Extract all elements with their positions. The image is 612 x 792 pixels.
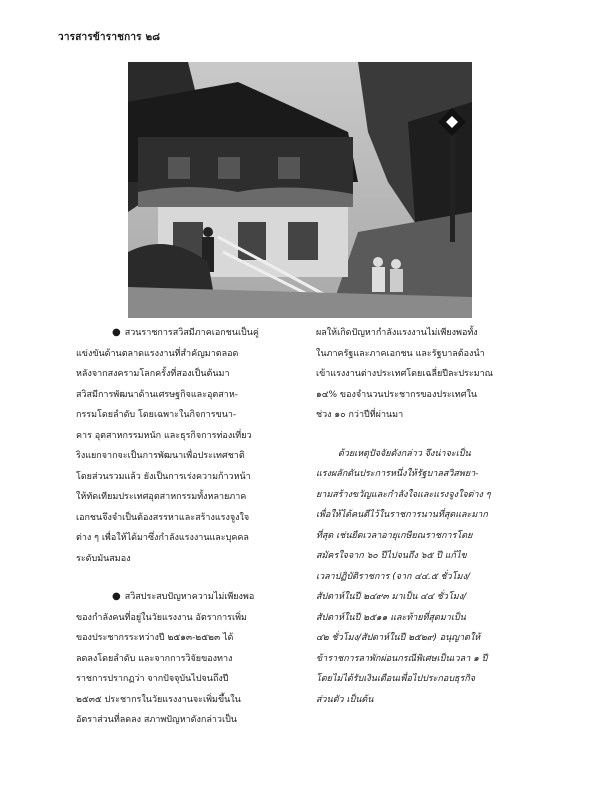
text-line-content: สวิสมีการพัฒนาด้านเศรษฐกิจและอุตสาห- xyxy=(76,389,238,400)
text-line xyxy=(316,444,538,465)
text-line xyxy=(76,487,298,508)
text-line xyxy=(316,669,538,690)
text-line xyxy=(76,426,298,447)
text-line xyxy=(76,549,298,570)
text-line xyxy=(76,508,298,529)
text-line-content: ของกำลังคนที่อยู่ในวัยแรงงาน อัตราการเพิ่ม xyxy=(76,612,247,623)
text-line-content: หลังจากสงครามโลกครั้งที่สองเป็นต้นมา xyxy=(76,369,230,379)
text-line-content: ให้ทัดเทียมประเทศอุตสาหกรรมทั้งหลายภาค xyxy=(76,492,247,502)
bullet-icon: ● xyxy=(112,327,121,338)
text-line xyxy=(316,608,538,629)
text-line-content: สัปดาห์ในปี ๒๔๙๓ มาเป็น ๔๔ ชั่วโมง/ xyxy=(316,592,467,602)
text-line xyxy=(76,405,298,426)
text-line xyxy=(76,669,298,690)
text-line xyxy=(76,467,298,488)
text-line-content: ข้าราชการลาพักผ่อนกรณีพิเศษเป็นเวลา ๑ ปี xyxy=(316,653,488,664)
text-line xyxy=(316,690,538,711)
text-line xyxy=(76,649,298,670)
text-line-content: อัตราส่วนที่ลดลง สภาพปัญหาดังกล่าวเป็น xyxy=(76,715,237,725)
text-line-content: สัปดาห์ในปี ๒๕๑๑ และท้ายที่สุดมาเป็น xyxy=(316,612,466,623)
right-paragraph-1 xyxy=(316,323,538,426)
text-line-content: ระดับมันสมอง xyxy=(76,553,131,564)
right-column xyxy=(316,323,538,710)
text-line-content: เพื่อให้ได้คนดีไว้ในราชการนานที่สุดและมาก xyxy=(316,510,488,520)
text-line xyxy=(316,323,538,344)
text-line xyxy=(76,628,298,649)
text-line xyxy=(76,446,298,467)
text-line xyxy=(316,587,538,608)
text-line-content: แรงผลักดันประการหนึ่งให้รัฐบาลสวิสพยา- xyxy=(316,469,479,479)
house-photo xyxy=(128,62,472,318)
text-line xyxy=(316,385,538,406)
text-line xyxy=(316,505,538,526)
text-line-content: กรรมโดยลำดับ โดยเฉพาะในกิจการขนา- xyxy=(76,410,237,420)
text-line-content: ที่สุด เช่นยืดเวลาอายุเกษียณราชการโดย xyxy=(316,530,473,541)
text-line-content: ต่าง ๆ เพื่อให้ได้มาซึ่งกำลังแรงงานและบุคคล xyxy=(76,533,249,543)
left-paragraph-1 xyxy=(76,323,298,569)
text-line xyxy=(76,323,298,344)
page-header: วารสารข้าราชการ ๒๘ xyxy=(58,32,161,43)
text-line xyxy=(76,710,298,731)
text-line-content: สวนราชการสวิสมีภาคเอกชนเป็นคู่ xyxy=(124,328,259,338)
text-line xyxy=(316,364,538,385)
text-line xyxy=(76,385,298,406)
text-line xyxy=(316,485,538,506)
text-line-content: ๑๔% ของจำนวนประชากรของประเทศใน xyxy=(316,389,478,400)
text-line xyxy=(316,649,538,670)
text-line-content: ของประชากรระหว่างปี ๒๕๑๓-๒๕๒๓ ได้ xyxy=(76,633,234,643)
text-line-content: สวิสประสบปัญหาความไม่เพียงพอ xyxy=(124,592,255,602)
text-line xyxy=(316,628,538,649)
text-line xyxy=(316,405,538,426)
text-line xyxy=(76,690,298,711)
text-line xyxy=(76,528,298,549)
text-line-content: ผลให้เกิดปัญหากำลังแรงงานไม่เพียงพอทั้ง xyxy=(316,328,478,338)
text-line-content: เวลาปฏิบัติราชการ (จาก ๔๔.๕ ชั่วโมง/ xyxy=(316,571,470,582)
text-line-content: โดยส่วนรวมแล้ว ยังเป็นการเร่งความก้าวหน้า xyxy=(76,471,251,482)
text-line-content: ในภาครัฐและภาคเอกชน และรัฐบาลต้องนำ xyxy=(316,348,485,359)
text-line xyxy=(316,344,538,365)
text-line-content: แข่งขันด้านตลาดแรงงานที่สำคัญมาตลอด xyxy=(76,348,239,359)
text-line xyxy=(316,464,538,485)
right-paragraph-2 xyxy=(316,444,538,711)
text-line-content: เอกชนจึงจำเป็นต้องสรรหาและสร้างแรงจูงใจ xyxy=(76,512,250,523)
text-line-content: ช่วง ๑๐ กว่าปีที่ผ่านมา xyxy=(316,410,404,420)
text-line-content: ส่วนตัว เป็นต้น xyxy=(316,694,374,705)
text-line xyxy=(316,567,538,588)
text-line xyxy=(76,608,298,629)
text-line-content: ๒๕๓๕ ประชากรในวัยแรงงานจะเพิ่มขึ้นใน xyxy=(76,694,241,705)
text-line xyxy=(76,587,298,608)
text-line-content: ริงแยกจากจะเป็นการพัฒนาเพื่อประเทศชาติ xyxy=(76,451,245,461)
text-line xyxy=(316,546,538,567)
text-line-content: ๔๒ ชั่วโมง/สัปดาห์ในปี ๒๕๒๙) อนุญาตให้ xyxy=(316,633,481,643)
left-column xyxy=(76,323,298,731)
text-line-content: ด้วยเหตุปัจจัยดังกล่าว จึงน่าจะเป็น xyxy=(338,448,471,459)
text-line-content: ราชการปรากฏว่า จากปัจจุบันไปจนถึงปี xyxy=(76,674,229,684)
text-line-content: เข้าแรงงานต่างประเทศโดยเฉลี่ยปีละประมาณ xyxy=(316,369,494,379)
text-line xyxy=(316,526,538,547)
photo-house-alpine xyxy=(128,62,472,318)
left-paragraph-2 xyxy=(76,587,298,731)
text-line-content: ลดลงโดยลำดับ และจากการวิจัยของทาง xyxy=(76,653,233,664)
text-line-content: โดยไม่ได้รับเงินเดือนเพื่อไปประกอบธุรกิจ xyxy=(316,674,476,684)
text-line xyxy=(76,364,298,385)
bullet-icon: ● xyxy=(112,591,121,602)
text-line xyxy=(76,344,298,365)
text-line-content: ยามสร้างขวัญและกำลังใจและแรงจูงใจต่าง ๆ xyxy=(316,489,491,500)
text-line-content: คาร อุตสาหกรรมหนัก และธุรกิจการท่องเที่ยว xyxy=(76,430,252,441)
text-line-content: สมัครใจจาก ๖๐ ปีไปจนถึง ๖๕ ปี แก้ไข xyxy=(316,551,467,561)
